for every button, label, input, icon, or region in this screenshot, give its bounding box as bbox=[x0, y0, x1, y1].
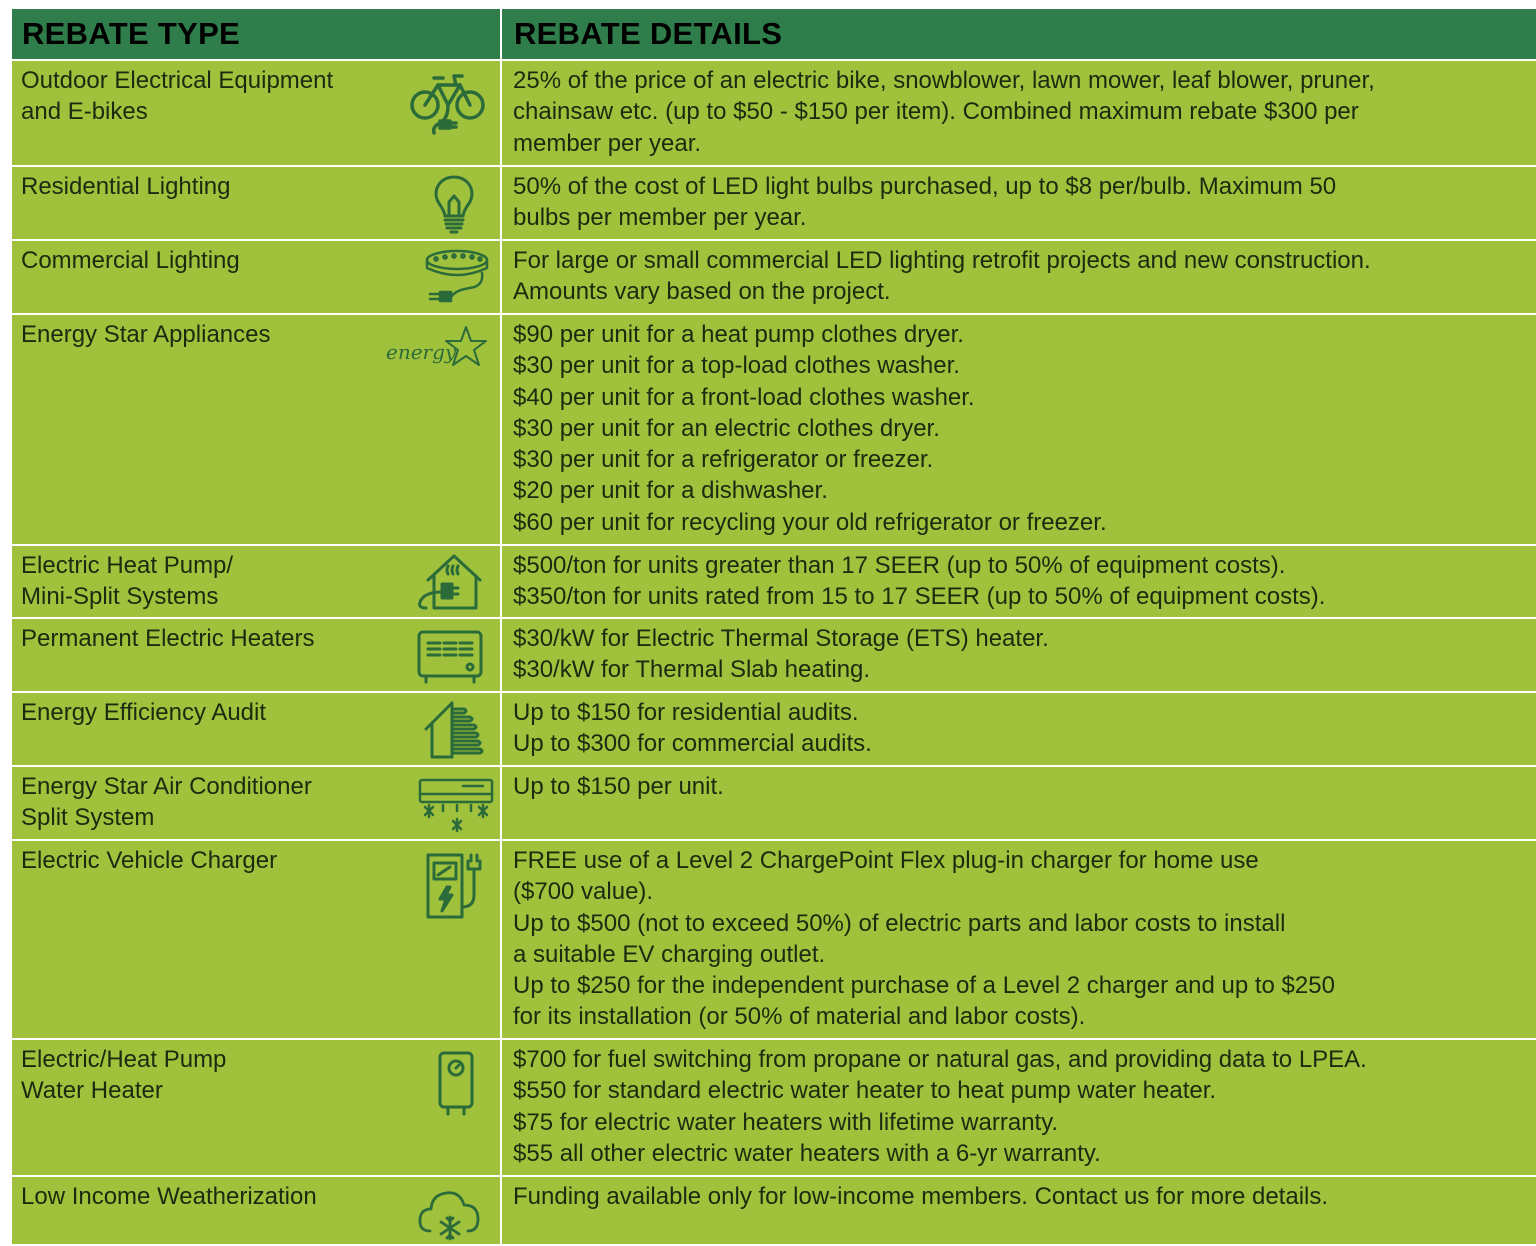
rebate-details-cell bbox=[501, 545, 1536, 618]
table-row bbox=[11, 314, 1536, 545]
column-header-rebate-details: REBATE DETAILS bbox=[501, 8, 1536, 60]
rebate-details-cell bbox=[501, 314, 1536, 545]
detail-line: chainsaw etc. (up to $50 - $150 per item). Combined maximum rebate $300 per bbox=[513, 98, 1359, 126]
rebate-details-cell bbox=[501, 840, 1536, 1039]
detail-line: $30/kW for Electric Thermal Storage (ETS) heater. bbox=[513, 625, 1049, 652]
rebate-details-cell bbox=[501, 60, 1536, 166]
table-row bbox=[11, 1039, 1536, 1176]
detail-line: 25% of the price of an electric bike, snowblower, lawn mower, leaf blower, pruner, bbox=[513, 67, 1375, 94]
detail-line: for its installation (or 50% of material and labor costs). bbox=[513, 1003, 1086, 1031]
water-heater-icon bbox=[436, 1050, 476, 1116]
rebate-type-cell bbox=[11, 60, 501, 166]
rebate-type-label: Residential Lighting bbox=[21, 173, 231, 200]
detail-line: 50% of the cost of LED light bulbs purchased, up to $8 per/bulb. Maximum 50 bbox=[513, 173, 1337, 200]
rebate-details-cell bbox=[501, 166, 1536, 240]
table-row bbox=[11, 618, 1536, 692]
rebate-table bbox=[10, 7, 1536, 1246]
rebate-type-cell bbox=[11, 166, 501, 240]
rebate-type-label: Energy Star Appliances bbox=[21, 321, 271, 348]
header-row bbox=[11, 8, 1536, 60]
detail-line: $30 per unit for an electric clothes dryer. bbox=[513, 414, 940, 442]
ebike-icon bbox=[410, 71, 486, 139]
heater-icon bbox=[416, 629, 484, 685]
detail-line: Up to $500 (not to exceed 50%) of electric parts and labor costs to install bbox=[513, 909, 1286, 937]
detail-line: $90 per unit for a heat pump clothes dryer. bbox=[513, 321, 964, 348]
rebate-type-label: Permanent Electric Heaters bbox=[21, 625, 315, 652]
rebate-type-cell bbox=[11, 545, 501, 618]
detail-line: $60 per unit for recycling your old refrigerator or freezer. bbox=[513, 508, 1107, 536]
detail-line: Up to $150 for residential audits. bbox=[513, 699, 859, 726]
rebate-type-label: Electric/Heat Pump Water Heater bbox=[21, 1046, 227, 1105]
rebate-type-cell bbox=[11, 618, 501, 692]
rebate-details-cell bbox=[501, 240, 1536, 314]
detail-line: $20 per unit for a dishwasher. bbox=[513, 477, 828, 505]
table-row bbox=[11, 692, 1536, 766]
rebate-details-cell bbox=[501, 1176, 1536, 1245]
house-insulation-icon bbox=[422, 699, 486, 761]
detail-line: $75 for electric water heaters with lifetime warranty. bbox=[513, 1108, 1059, 1136]
rebate-type-label: Electric Vehicle Charger bbox=[21, 847, 278, 874]
rebate-details-cell bbox=[501, 766, 1536, 840]
detail-line: Amounts vary based on the project. bbox=[513, 278, 891, 306]
detail-line: $30/kW for Thermal Slab heating. bbox=[513, 656, 871, 684]
detail-line: ($700 value). bbox=[513, 878, 654, 906]
led-strip-icon bbox=[424, 248, 490, 308]
detail-line: Up to $150 per unit. bbox=[513, 773, 724, 800]
table-row bbox=[11, 240, 1536, 314]
rebate-type-label: Commercial Lighting bbox=[21, 247, 240, 274]
detail-line: a suitable EV charging outlet. bbox=[513, 940, 826, 968]
rebate-type-label: Energy Efficiency Audit bbox=[21, 699, 267, 726]
detail-line: Funding available only for low-income members. Contact us for more details. bbox=[513, 1183, 1329, 1210]
snow-cloud-icon bbox=[416, 1185, 484, 1243]
detail-line: $500/ton for units greater than 17 SEER (up to 50% of equipment costs). bbox=[513, 552, 1286, 579]
detail-line: Up to $250 for the independent purchase of a Level 2 charger and up to $250 bbox=[513, 972, 1335, 1000]
table-row bbox=[11, 545, 1536, 618]
detail-line: $550 for standard electric water heater to heat pump water heater. bbox=[513, 1077, 1217, 1105]
energy-star-logo-text: energy bbox=[386, 340, 457, 364]
rebate-details-cell bbox=[501, 618, 1536, 692]
rebate-type-label: Low Income Weatherization bbox=[21, 1183, 317, 1210]
rebate-details-cell bbox=[501, 1039, 1536, 1176]
detail-line: For large or small commercial LED lighting retrofit projects and new construction. bbox=[513, 247, 1371, 274]
rebate-type-label: Electric Heat Pump/ Mini-Split Systems bbox=[21, 552, 234, 611]
table-row bbox=[11, 166, 1536, 240]
detail-line: bulbs per member per year. bbox=[513, 204, 807, 232]
rebate-type-cell bbox=[11, 1176, 501, 1245]
rebate-type-cell bbox=[11, 240, 501, 314]
air-conditioner-icon bbox=[417, 777, 495, 835]
column-header-rebate-type: REBATE TYPE bbox=[11, 8, 501, 60]
table-row bbox=[11, 60, 1536, 166]
table-row bbox=[11, 840, 1536, 1039]
house-plug-icon bbox=[414, 552, 486, 614]
rebate-details-cell bbox=[501, 692, 1536, 766]
detail-line: $30 per unit for a refrigerator or freezer. bbox=[513, 446, 934, 474]
light-bulb-icon bbox=[432, 174, 476, 236]
detail-line: $30 per unit for a top-load clothes washer. bbox=[513, 352, 960, 380]
rebate-type-cell bbox=[11, 314, 501, 545]
energy-star-logo bbox=[384, 323, 490, 373]
ev-charger-icon bbox=[424, 851, 486, 921]
detail-line: $40 per unit for a front-load clothes washer. bbox=[513, 383, 975, 411]
rebate-type-cell bbox=[11, 766, 501, 840]
detail-line: $350/ton for units rated from 15 to 17 SEER (up to 50% of equipment costs). bbox=[513, 583, 1326, 611]
rebate-type-cell bbox=[11, 692, 501, 766]
rebate-type-cell bbox=[11, 840, 501, 1039]
detail-line: $55 all other electric water heaters with a 6-yr warranty. bbox=[513, 1139, 1101, 1167]
detail-line: Up to $300 for commercial audits. bbox=[513, 730, 872, 758]
table-row bbox=[11, 766, 1536, 840]
detail-line: FREE use of a Level 2 ChargePoint Flex plug-in charger for home use bbox=[513, 847, 1259, 874]
table-row bbox=[11, 1176, 1536, 1245]
rebate-type-label: Energy Star Air Conditioner Split System bbox=[21, 773, 312, 832]
detail-line: member per year. bbox=[513, 129, 702, 157]
rebate-type-cell bbox=[11, 1039, 501, 1176]
detail-line: $700 for fuel switching from propane or natural gas, and providing data to LPEA. bbox=[513, 1046, 1367, 1073]
rebate-type-label: Outdoor Electrical Equipment and E-bikes bbox=[21, 67, 334, 126]
